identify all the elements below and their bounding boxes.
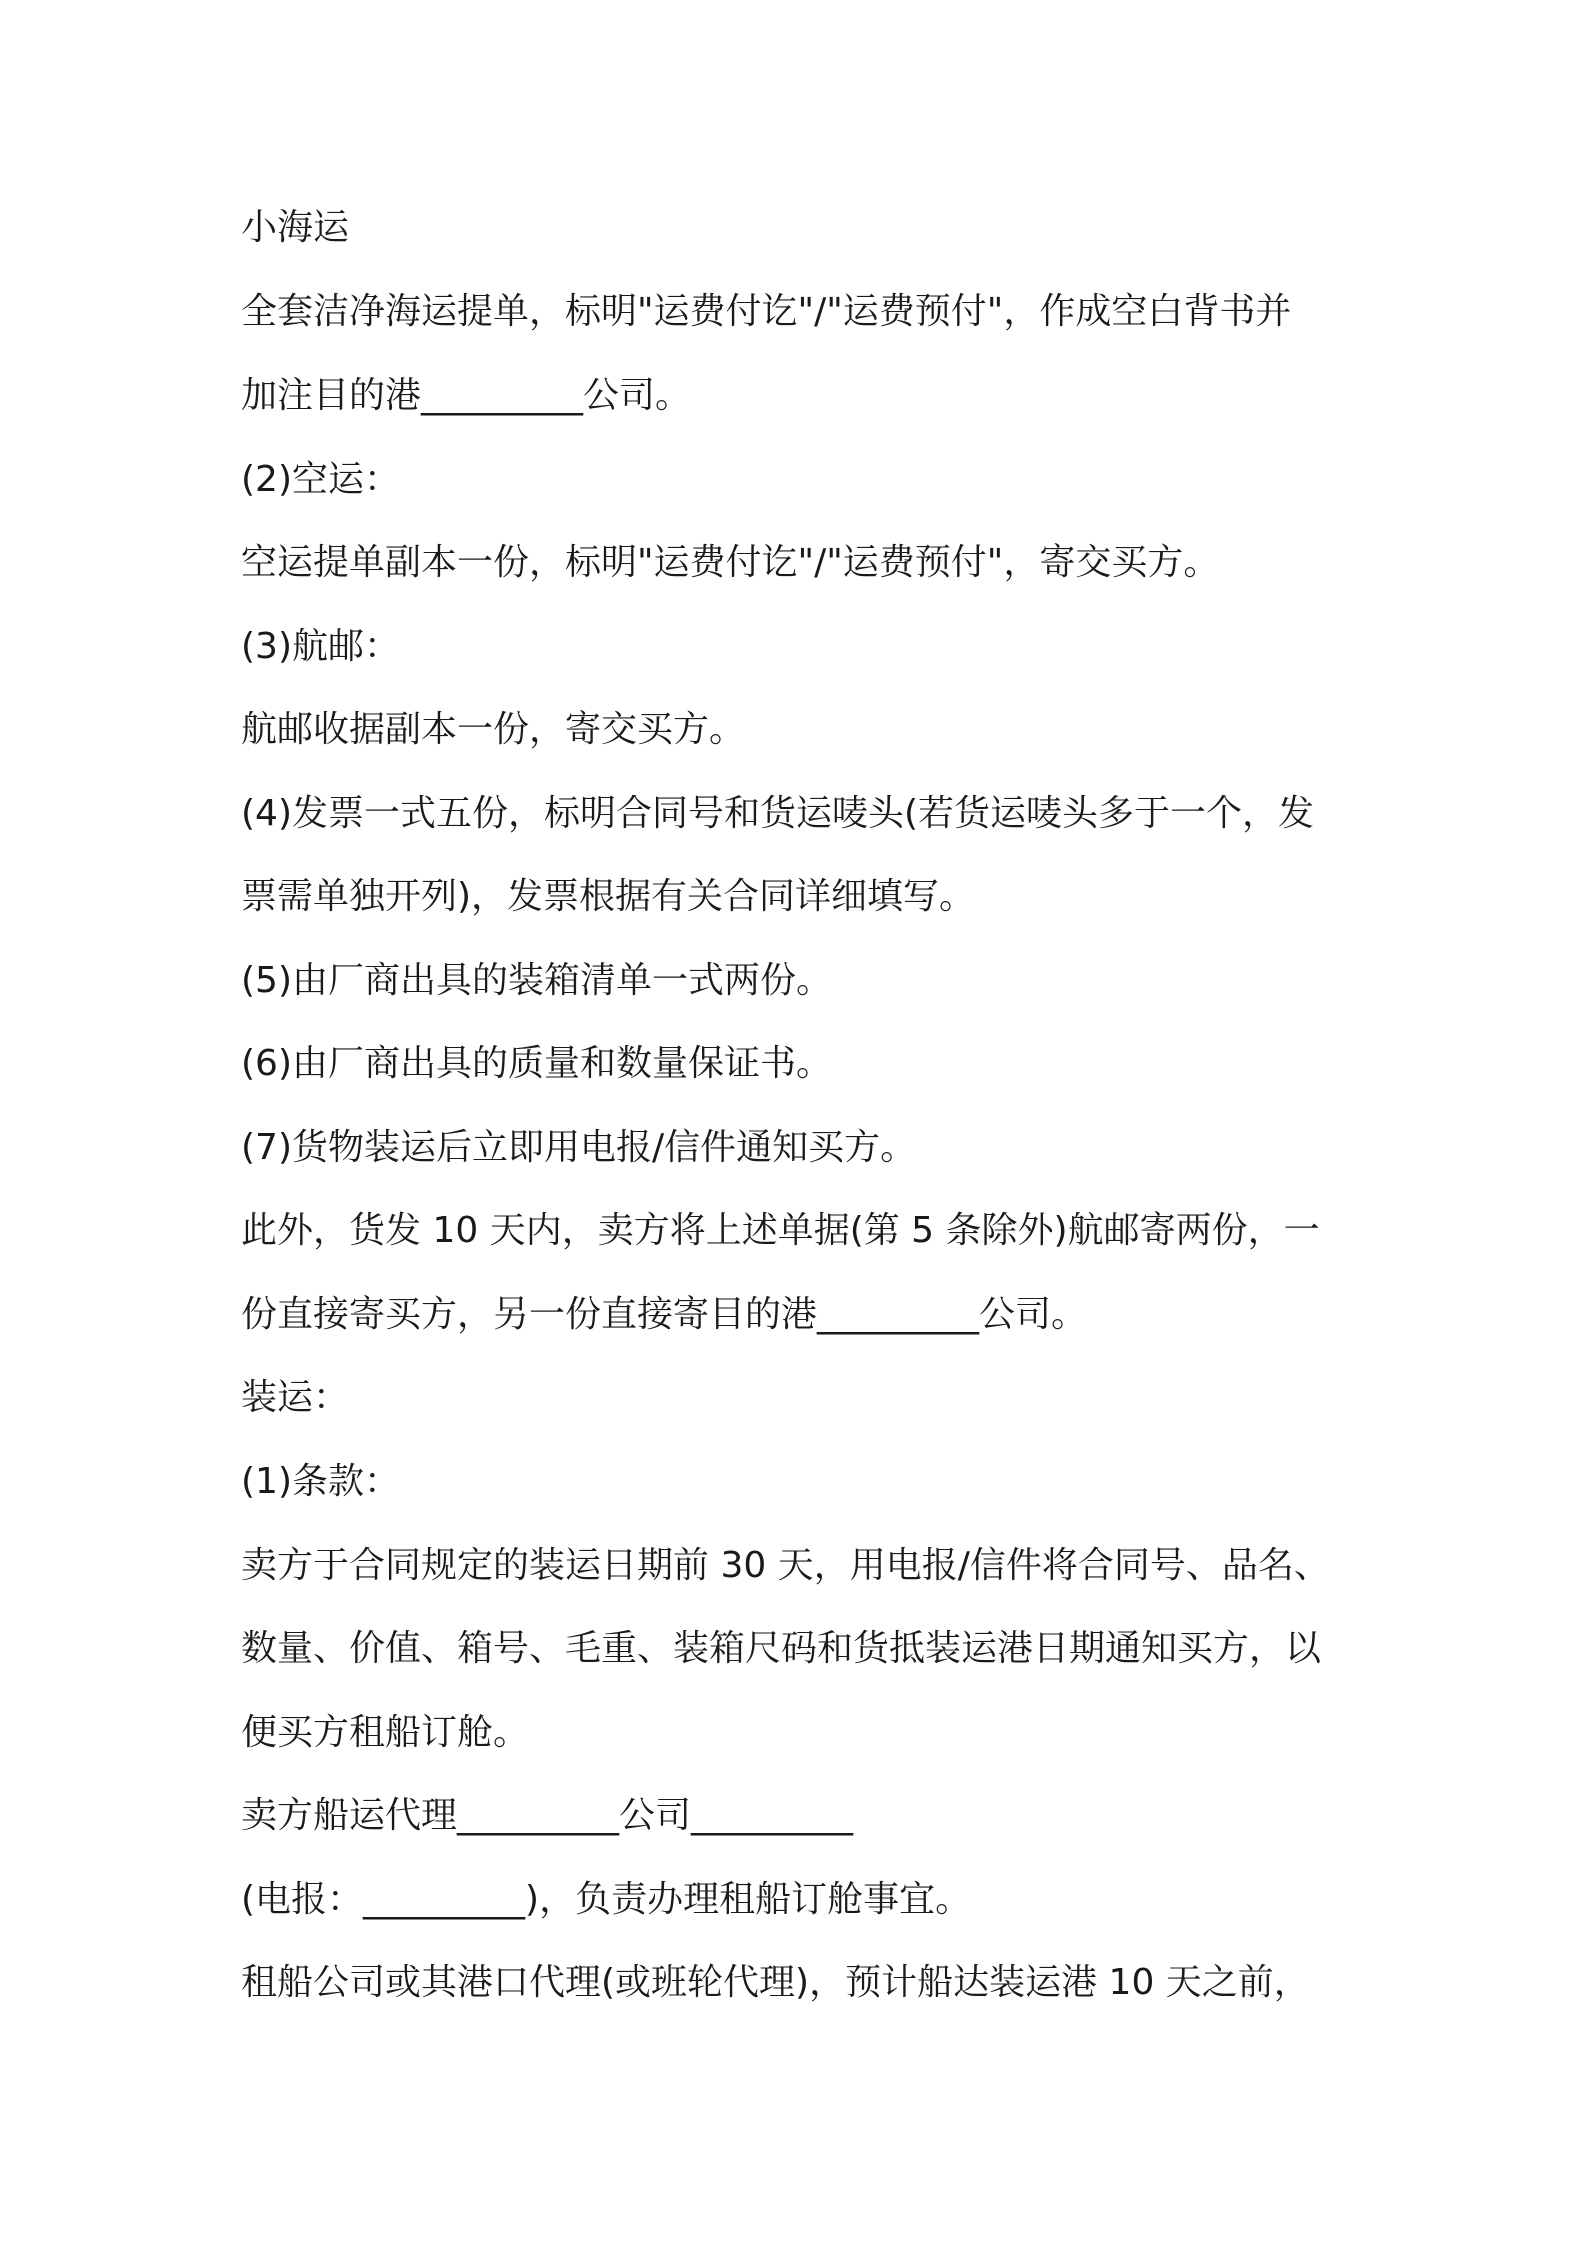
text-line: 卖方于合同规定的装运日期前 30 天，用电报/信件将合同号、品名、 xyxy=(241,1545,1330,1586)
text-line: 加注目的港_________公司。 xyxy=(241,375,692,416)
text-line: (1)条款： xyxy=(241,1461,400,1502)
text-line: 装运： xyxy=(241,1377,350,1418)
text-line: (电报：_________)，负责办理租船订舱事宜。 xyxy=(241,1879,972,1920)
text-line: (2)空运： xyxy=(241,459,400,500)
text-line: 数量、价值、箱号、毛重、装箱尺码和货抵装运港日期通知买方，以 xyxy=(241,1628,1322,1669)
text-line: 小海运 xyxy=(241,207,350,248)
text-line: 航邮收据副本一份，寄交买方。 xyxy=(241,709,746,750)
text-line: (6)由厂商出具的质量和数量保证书。 xyxy=(241,1043,832,1084)
text-line: (5)由厂商出具的装箱清单一式两份。 xyxy=(241,960,832,1001)
text-line: (7)货物装运后立即用电报/信件通知买方。 xyxy=(241,1127,917,1168)
text-line: 票需单独开列)，发票根据有关合同详细填写。 xyxy=(241,876,976,917)
text-line: 此外，货发 10 天内，卖方将上述单据(第 5 条除外)航邮寄两份，一 xyxy=(241,1210,1320,1251)
text-line: 便买方租船订舱。 xyxy=(241,1712,530,1753)
text-line: (4)发票一式五份，标明合同号和货运唛头(若货运唛头多于一个，发 xyxy=(241,793,1315,834)
text-line: 份直接寄买方，另一份直接寄目的港_________公司。 xyxy=(241,1294,1088,1335)
text-line: 卖方船运代理_________公司_________ xyxy=(241,1795,854,1836)
text-line: (3)航邮： xyxy=(241,626,400,667)
text-line: 租船公司或其港口代理(或班轮代理)，预计船达装运港 10 天之前， xyxy=(241,1962,1310,2003)
text-line: 空运提单副本一份，标明"运费付讫"/"运费预付"，寄交买方。 xyxy=(241,542,1220,583)
text-line: 全套洁净海运提单，标明"运费付讫"/"运费预付"，作成空白背书并 xyxy=(241,291,1292,332)
